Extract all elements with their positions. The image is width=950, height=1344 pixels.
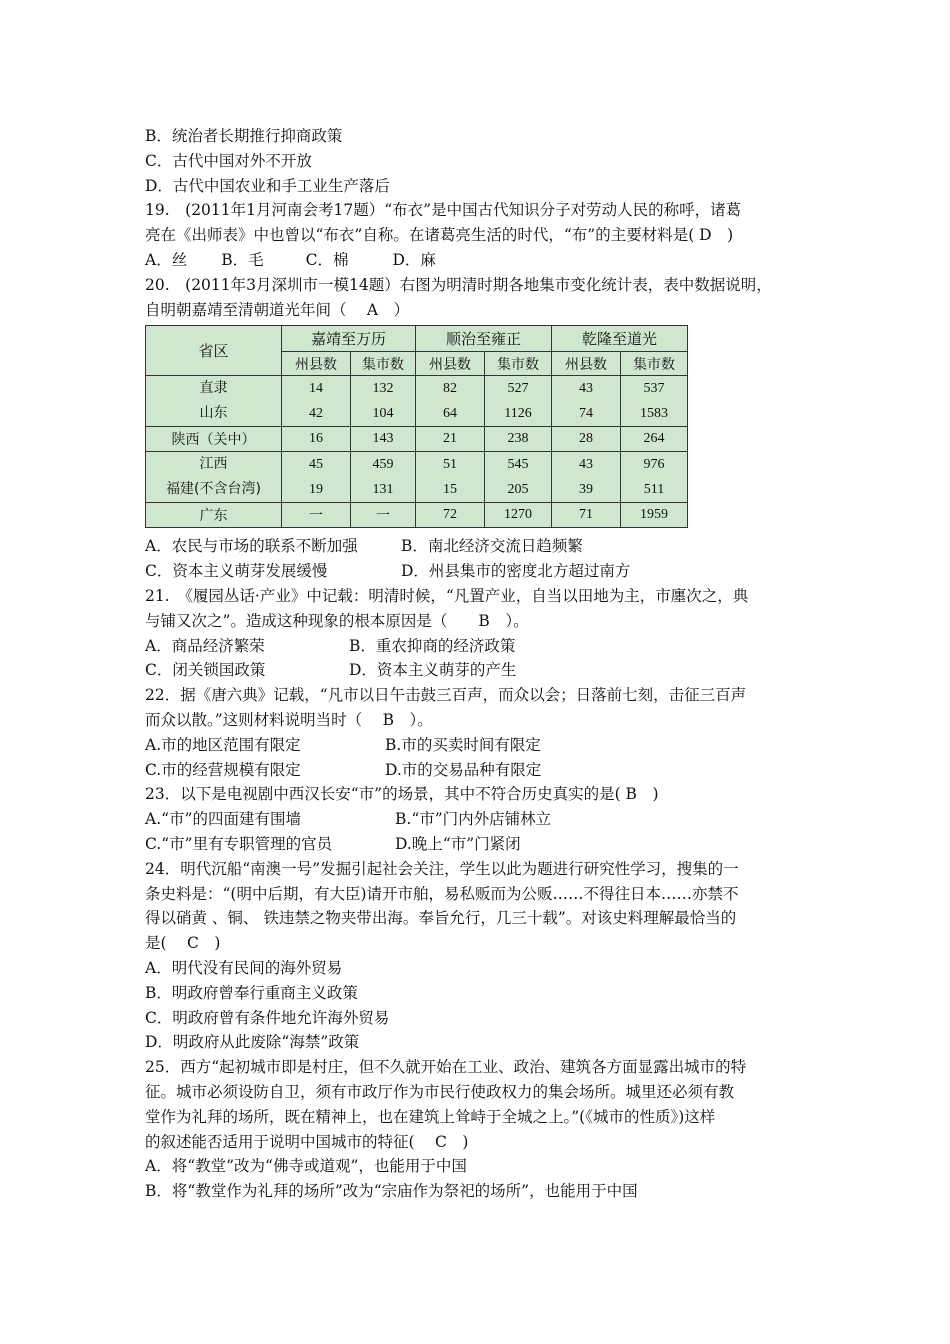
table-cell: 264 [621, 427, 688, 452]
province-cell: 直隶 [199, 380, 228, 397]
table-cell: 43 [579, 381, 593, 397]
table-cell: 143 [351, 427, 416, 452]
question-21-options [145, 658, 825, 683]
question-24-stem: 得以硝黄 、铜、 铁违禁之物夹带出海。奉旨允行，几三十载”。对该史料理解最恰当的 [145, 909, 737, 928]
option-d: D．州县集市的密度北方超过南方 [401, 562, 631, 581]
table-cell: 1270 [485, 503, 552, 528]
option-a: A．明代没有民间的海外贸易 [145, 958, 343, 977]
province-cell: 山东 [199, 405, 228, 422]
table-cell: 976 [643, 457, 665, 473]
question-25-stem: 堂作为礼拜的场所，既在精神上，也在建筑上耸峙于全城之上。”(《城市的性质》)这样 [145, 1107, 716, 1126]
question-20-stem: 自明朝嘉靖至清朝道光年间（ A ） [145, 300, 410, 319]
table-cell: 74 [579, 406, 593, 422]
table-cell: 14 [309, 381, 323, 397]
question-23-options [145, 807, 825, 832]
table-cell: 545 [507, 457, 529, 473]
table-cell: 72 [416, 503, 485, 528]
column-header: 州县数 [552, 352, 621, 376]
table-cell: 45 [309, 457, 323, 473]
province-cell: 福建(不含台湾) [166, 481, 261, 498]
option-d: D．麻 [392, 250, 436, 269]
option-c: C．棉 [305, 250, 349, 269]
column-header: 州县数 [282, 352, 351, 376]
option-a: A．农民与市场的联系不断加强 [145, 537, 358, 556]
table-cell: 42 [309, 406, 323, 422]
option-a: A．商品经济繁荣 [145, 636, 265, 655]
option-line: D．古代中国农业和手工业生产落后 [145, 176, 390, 195]
option-d: D．资本主义萌芽的产生 [349, 661, 517, 680]
exam-page [145, 124, 825, 1204]
table-cell: 1126 [504, 406, 532, 422]
table-cell: 511 [643, 482, 665, 498]
option-b: B．南北经济交流日趋频繁 [401, 537, 583, 556]
table-cell: 82 [443, 381, 457, 397]
question-20-options [145, 559, 825, 584]
question-24-stem: 条史料是：“(明中后期，有大臣)请开市舶，易私贩而为公贩……不得往日本……亦禁不 [145, 884, 739, 903]
question-20-options [145, 534, 825, 559]
table-cell: 71 [552, 503, 621, 528]
question-21-options [145, 634, 825, 659]
option-b: B．毛 [221, 250, 264, 269]
option-d: D.市的交易品种有限定 [385, 760, 542, 779]
table-cell: 1959 [621, 503, 688, 528]
table-cell: 131 [372, 482, 394, 498]
province-cell: 广东 [146, 503, 282, 528]
province-cell: 江西 [199, 456, 228, 473]
question-20-stem: 20. (2011年3月深圳市一模14题）右图为明清时期各地集市变化统计表，表中数据说明， [145, 275, 772, 294]
option-c: C.市的经营规模有限定 [145, 760, 301, 779]
table-cell: 1583 [640, 406, 668, 422]
question-22-options [145, 758, 825, 783]
question-23-stem: 23．以下是电视剧中西汉长安“市”的场景，其中不符合历史真实的是( B ) [145, 785, 659, 804]
option-line: B．统治者长期推行抑商政策 [145, 127, 343, 145]
table-cell: 19 [309, 482, 323, 498]
question-24-stem: 是( C ) [145, 934, 221, 953]
option-line: C．古代中国对外不开放 [145, 151, 312, 170]
question-22-options [145, 733, 825, 758]
option-a: A.“市”的四面建有围墙 [145, 810, 301, 829]
question-22-stem: 22．据《唐六典》记载，“凡市以日午击鼓三百声，而众以会；日落前七刻，击征三百声 [145, 686, 747, 705]
question-19-options [145, 248, 825, 273]
column-header: 州县数 [416, 352, 485, 376]
option-b: B.市的买卖时间有限定 [385, 735, 541, 754]
table-cell: 51 [443, 457, 457, 473]
table-cell: 一 [282, 503, 351, 528]
table-cell: 15 [443, 482, 457, 498]
table-cell: 21 [416, 427, 485, 452]
table-cell: 527 [507, 381, 529, 397]
market-statistics-table [145, 325, 688, 528]
table-cell: 104 [372, 406, 394, 422]
table-cell: 16 [282, 427, 351, 452]
option-a: A.市的地区范围有限定 [145, 735, 301, 754]
table-cell: 28 [552, 427, 621, 452]
table-cell: 一 [351, 503, 416, 528]
option-c: C．资本主义萌芽发展缓慢 [145, 562, 328, 581]
option-c: C．闭关锁国政策 [145, 661, 266, 680]
column-header: 集市数 [351, 352, 416, 376]
column-header: 集市数 [621, 352, 688, 376]
question-21-stem: 与铺又次之”。造成这种现象的根本原因是（ B ）。 [145, 611, 529, 630]
option-d: D.晚上“市”门紧闭 [395, 834, 521, 853]
question-19-stem: 19. (2011年1月河南会考17题）“布衣”是中国古代知识分子对劳动人民的称呼，诸葛 [145, 201, 742, 220]
question-22-stem: 而众以散。”这则材料说明当时（ B ）。 [145, 710, 433, 729]
province-header: 省区 [146, 326, 282, 376]
option-c: C.“市”里有专职管理的官员 [145, 834, 333, 853]
option-d: D．明政府从此废除“海禁”政策 [145, 1033, 360, 1052]
table-cell: 132 [372, 381, 394, 397]
option-b: B．明政府曾奉行重商主义政策 [145, 983, 358, 1002]
table-cell: 537 [643, 381, 665, 397]
column-header: 集市数 [485, 352, 552, 376]
table-cell: 238 [485, 427, 552, 452]
option-a: A．将“教堂”改为“佛寺或道观”，也能用于中国 [145, 1157, 467, 1176]
question-24-stem: 24．明代沉船“南澳一号”发掘引起社会关注，学生以此为题进行研究性学习，搜集的一 [145, 859, 739, 878]
question-25-stem: 征。城市必须设防自卫，须有市政厅作为市民行使政权力的集会场所。城里还必须有教 [145, 1082, 735, 1101]
option-b: B．重农抑商的经济政策 [349, 636, 516, 655]
option-c: C．明政府曾有条件地允许海外贸易 [145, 1008, 390, 1027]
question-19-stem: 亮在《出师表》中也曾以“布衣”自称。在诸葛亮生活的时代，“布”的主要材料是( D ) [145, 226, 734, 245]
question-25-stem: 的叙述能否适用于说明中国城市的特征( C ) [145, 1132, 469, 1151]
option-b: B．将“教堂作为礼拜的场所”改为“宗庙作为祭祀的场所”，也能用于中国 [145, 1182, 638, 1201]
province-cell: 陕西（关中） [146, 427, 282, 452]
question-25-stem: 25．西方“起初城市即是村庄，但不久就开始在工业、政治、建筑各方面显露出城市的特 [145, 1058, 747, 1077]
period-header: 顺治至雍正 [416, 326, 552, 352]
period-header: 乾隆至道光 [552, 326, 688, 352]
period-header: 嘉靖至万历 [282, 326, 416, 352]
table-cell: 43 [579, 457, 593, 473]
question-23-options [145, 832, 825, 857]
option-b: B.“市”门内外店铺林立 [395, 810, 552, 829]
table-cell: 459 [372, 457, 394, 473]
table-cell: 205 [507, 482, 529, 498]
table-cell: 64 [443, 406, 457, 422]
question-21-stem: 21. 《履园丛话·产业》中记载：明清时候，“凡置产业，自当以田地为主，市廛次之，典 [145, 586, 749, 605]
table-cell: 39 [579, 482, 593, 498]
option-a: A．丝 [145, 250, 188, 269]
